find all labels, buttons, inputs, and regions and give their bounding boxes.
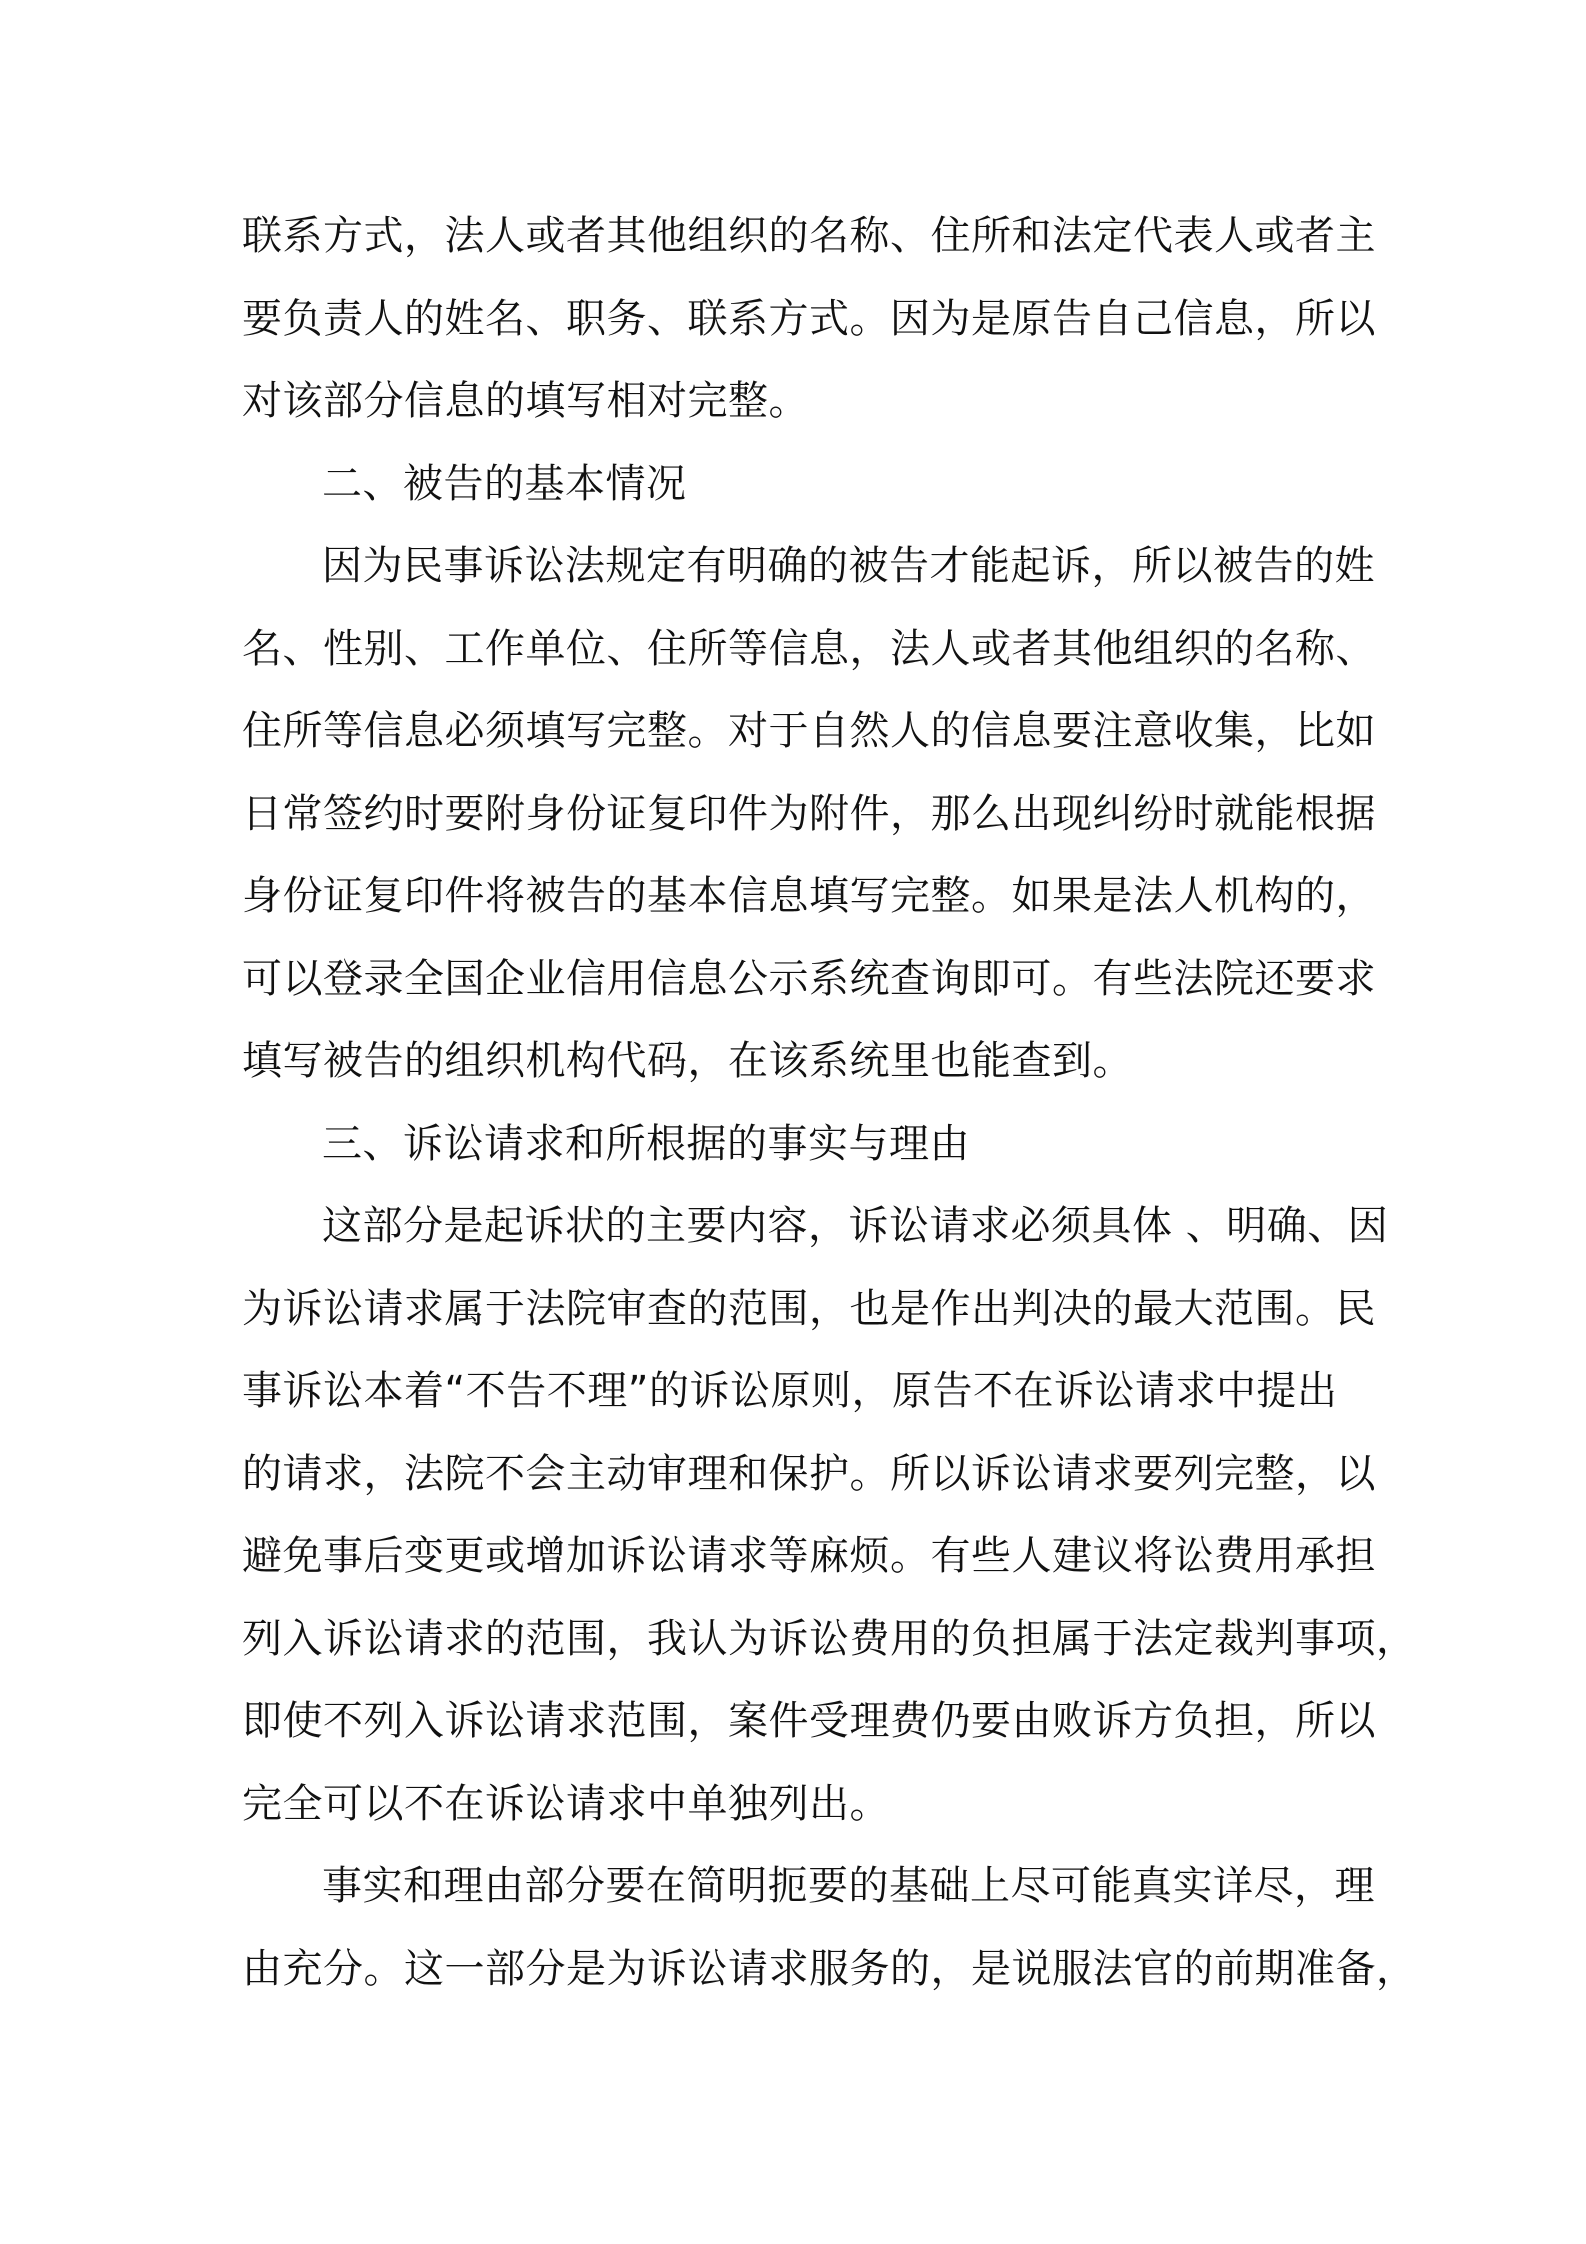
- text-line-1: 联系方式，法人或者其他组织的名称、住所和法定代表人或者主: [242, 213, 1376, 259]
- text-line-15: 事诉讼本着“不告不理”的诉讼原则，原告不在诉讼请求中提出: [242, 1368, 1338, 1414]
- text-line-2: 要负责人的姓名、职务、联系方式。因为是原告自己信息，所以: [242, 295, 1376, 342]
- text-line-13: 这部分是起诉状的主要内容，诉讼请求必须具体 、明确、因: [322, 1203, 1389, 1249]
- text-line-20: 完全可以不在诉讼请求中单独列出。: [242, 1780, 890, 1827]
- text-line-5: 因为民事诉讼法规定有明确的被告才能起诉，所以被告的姓: [322, 543, 1375, 589]
- document-page: [242, 195, 1417, 2010]
- text-line-10: 可以登录全国企业信用信息公示系统查询即可。有些法院还要求: [242, 955, 1376, 1002]
- text-line-6: 名、性别、工作单位、住所等信息，法人或者其他组织的名称、: [242, 625, 1376, 672]
- text-line-8: 日常签约时要附身份证复印件为附件，那么出现纠纷时就能根据: [242, 790, 1376, 837]
- text-line-14: 为诉讼请求属于法院审查的范围，也是作出判决的最大范围。民: [242, 1285, 1376, 1332]
- section-heading-claims: 三、诉讼请求和所根据的事实与理由: [322, 1120, 970, 1167]
- text-line-19: 即使不列入诉讼请求范围，案件受理费仍要由败诉方负担，所以: [242, 1698, 1376, 1744]
- text-line-22: 由充分。这一部分是为诉讼请求服务的，是说服法官的前期准备，: [242, 1945, 1417, 1992]
- text-line-7: 住所等信息必须填写完整。对于自然人的信息要注意收集，比如: [242, 708, 1376, 754]
- text-line-21: 事实和理由部分要在简明扼要的基础上尽可能真实详尽，理: [322, 1863, 1375, 1909]
- text-line-9: 身份证复印件将被告的基本信息填写完整。如果是法人机构的，: [242, 873, 1376, 919]
- text-line-18: 列入诉讼请求的范围，我认为诉讼费用的负担属于法定裁判事项，: [242, 1615, 1417, 1662]
- text-line-17: 避免事后变更或增加诉讼请求等麻烦。有些人建议将讼费用承担: [242, 1533, 1376, 1579]
- text-line-16: 的请求，法院不会主动审理和保护。所以诉讼请求要列完整，以: [242, 1450, 1376, 1497]
- section-heading-defendant: 二、被告的基本情况: [322, 460, 687, 507]
- text-line-11: 填写被告的组织机构代码，在该系统里也能查到。: [242, 1038, 1133, 1084]
- text-line-3: 对该部分信息的填写相对完整。: [242, 378, 809, 424]
